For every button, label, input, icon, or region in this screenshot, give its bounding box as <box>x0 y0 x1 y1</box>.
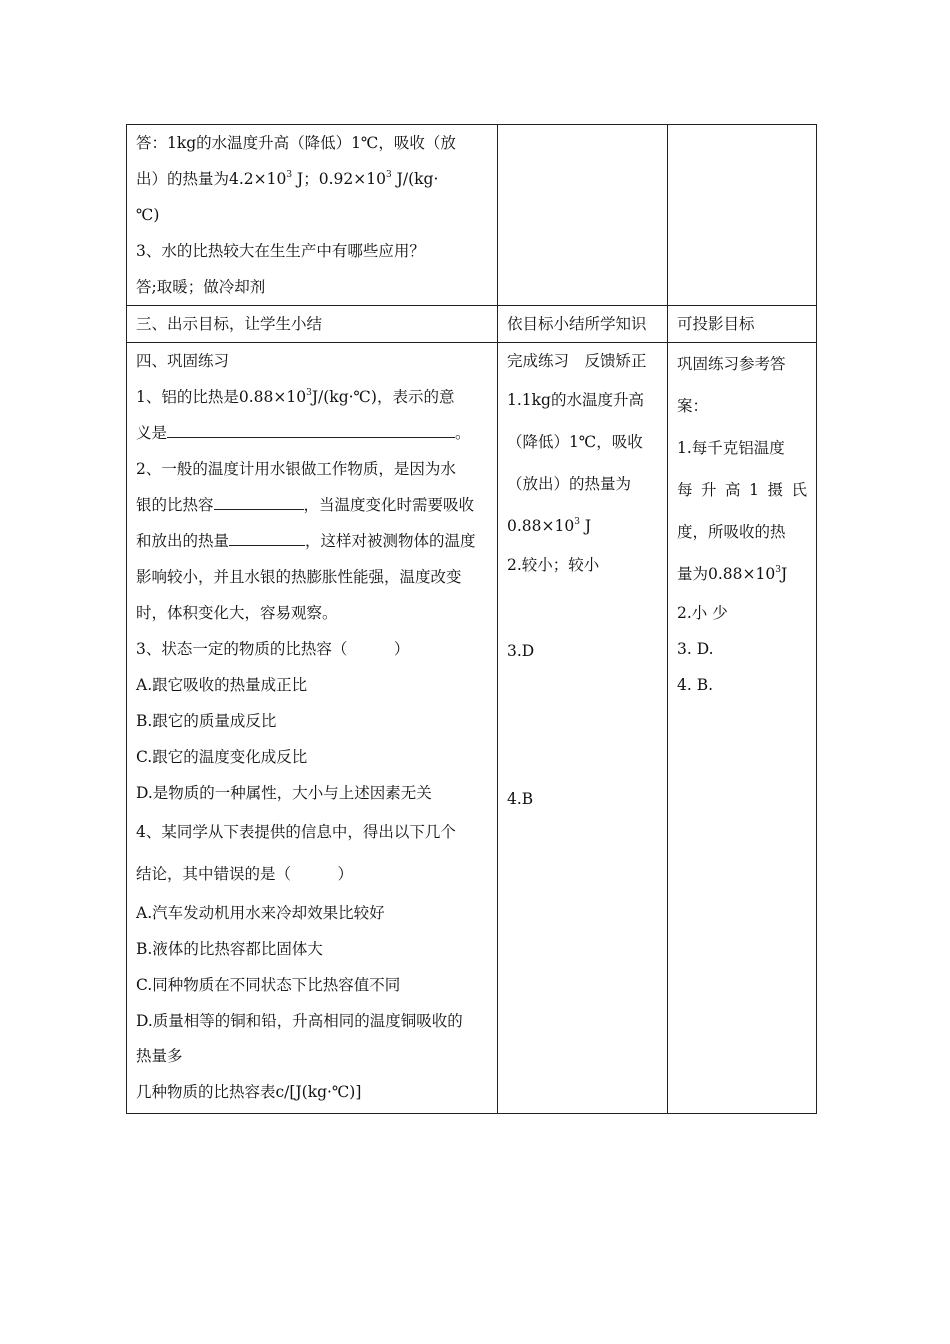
summary-activity: 依目标小结所学知识 <box>498 306 668 343</box>
section-four-heading: 四、巩固练习 <box>136 352 230 370</box>
section-three-heading: 三、出示目标，让学生小结 <box>127 306 498 343</box>
question-3-option-d: D.是物质的一种属性，大小与上述因素无关 <box>136 784 432 802</box>
superscript: 3 <box>286 170 293 180</box>
answer-text: J；0.92×10 <box>292 170 386 188</box>
answer-line-1: 答：1kg的水温度升高（降低）1℃，吸收（放 <box>136 134 456 152</box>
question-4-option-d-1: D.质量相等的铜和铅，升高相同的温度铜吸收的 <box>136 1012 463 1030</box>
table-row <box>127 306 817 343</box>
answer-1-line-3: （放出）的热量为 <box>507 475 632 493</box>
projection-target: 可投影目标 <box>668 306 817 343</box>
fill-blank[interactable] <box>229 527 305 546</box>
question-4-option-b: B.液体的比热容都比固体大 <box>136 940 323 958</box>
spacer <box>507 583 658 633</box>
question-4-option-d-2: 热量多 <box>136 1047 183 1065</box>
superscript: 3 <box>574 517 580 527</box>
table-row <box>127 343 817 1114</box>
answer-4: 4.B <box>507 790 534 808</box>
spacer <box>507 669 658 781</box>
answer-1-line-2: （降低）1℃，吸收 <box>507 433 643 451</box>
question-2-line-1: 2、一般的温度计用水银做工作物质，是因为水 <box>136 460 456 478</box>
question-text: ，这样对被测物体的温度 <box>305 532 476 550</box>
question-text: 和放出的热量 <box>136 532 230 550</box>
answer-text: J <box>780 565 788 583</box>
reference-answer-1-line-1: 1.每千克铝温度 <box>677 439 785 457</box>
answer-text: J/(kg· <box>391 170 439 188</box>
question-4-option-a: A.汽车发动机用水来冷却效果比较好 <box>136 904 385 922</box>
activity-label: 完成练习 反馈矫正 <box>507 352 647 370</box>
question-2-line-5: 时，体积变化大，容易观察。 <box>136 604 338 622</box>
question-3-option-c: C.跟它的温度变化成反比 <box>136 748 308 766</box>
student-answers-cell <box>498 343 668 1114</box>
question-text: 银的比热容 <box>136 496 214 514</box>
answer-1-line-4 <box>507 505 658 547</box>
reference-answers-cell <box>668 343 817 1114</box>
question-3: 3、状态一定的物质的比热容（ ） <box>136 640 410 658</box>
question-4-line-2: 结论，其中错误的是（ ） <box>136 865 354 883</box>
answer-text: J <box>579 517 592 535</box>
reference-answer-1-line-2: 每升高1摄氏 <box>677 481 807 499</box>
reference-answer-4: 4. B. <box>677 676 714 694</box>
reference-answer-1-line-3: 度，所吸收的热 <box>677 523 786 541</box>
question-text: ，当温度变化时需要吸收 <box>303 496 475 514</box>
answer-cell <box>127 125 498 306</box>
lesson-plan-table <box>126 124 817 1114</box>
fill-blank[interactable] <box>214 491 304 510</box>
superscript: 3 <box>385 170 392 180</box>
question-1-line-1 <box>136 379 488 415</box>
answer-text: 量为0.88×10 <box>677 565 776 583</box>
superscript: 3 <box>775 565 781 575</box>
answer-line-3: ℃) <box>136 206 160 224</box>
question-text: J/(kg·℃)，表示的意 <box>311 388 455 406</box>
question-3-option-b: B.跟它的质量成反比 <box>136 712 277 730</box>
empty-cell <box>668 125 817 306</box>
answer-text: 0.88×10 <box>507 517 575 535</box>
answer-line-4: 答;取暖；做冷却剂 <box>136 278 266 296</box>
answer-1-line-1: 1.1kg的水温度升高 <box>507 391 644 409</box>
answer-line-2 <box>136 161 488 197</box>
question-2-line-2 <box>136 487 488 523</box>
question-text: 。 <box>455 424 471 442</box>
fill-blank[interactable] <box>167 419 455 438</box>
reference-answer-2: 2.小 少 <box>677 604 728 622</box>
question-4-line-1: 4、某同学从下表提供的信息中，得出以下几个 <box>136 823 456 841</box>
reference-heading-2: 案： <box>677 397 709 415</box>
superscript: 3 <box>306 388 312 398</box>
table-row <box>127 125 817 306</box>
reference-heading-1: 巩固练习参考答 <box>677 355 786 373</box>
question-1-line-2 <box>136 415 488 451</box>
question-3-option-a: A.跟它吸收的热量成正比 <box>136 676 308 694</box>
empty-cell <box>498 125 668 306</box>
exercise-cell <box>127 343 498 1114</box>
question-text: 义是 <box>136 424 168 442</box>
answer-text: 出）的热量为4.2×10 <box>136 170 287 188</box>
question-3-line: 3、水的比热较大在生生产中有哪些应用？ <box>136 242 425 260</box>
answer-3: 3.D <box>507 642 535 660</box>
question-4-option-c: C.同种物质在不同状态下比热容值不同 <box>136 976 401 994</box>
table-caption: 几种物质的比热容表c/[J(kg·℃)] <box>136 1083 362 1101</box>
question-2-line-3 <box>136 523 488 559</box>
answer-2: 2.较小；较小 <box>507 556 600 574</box>
reference-answer-1-line-4 <box>677 553 807 595</box>
reference-answer-3: 3. D. <box>677 640 714 658</box>
question-2-line-4: 影响较小，并且水银的热膨胀性能强，温度改变 <box>136 568 462 586</box>
question-text: 1、铝的比热是0.88×10 <box>136 388 307 406</box>
